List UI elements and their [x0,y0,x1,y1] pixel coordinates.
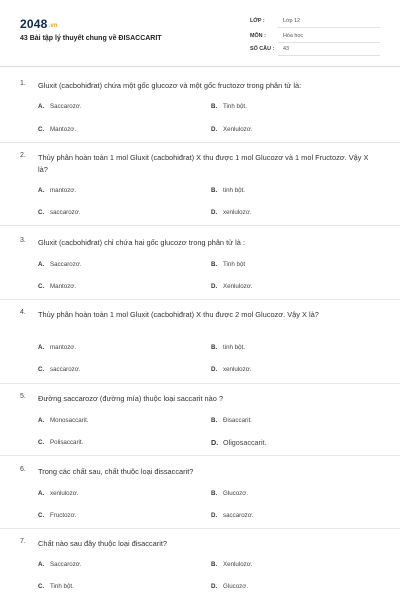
option-c[interactable] [38,366,81,373]
option-b[interactable] [211,417,252,424]
question-number: 1. [20,80,26,87]
option-letter: B. [211,103,218,110]
meta-underline [278,27,380,28]
option-letter: A. [38,344,45,351]
question-stem: Gluxit (cacbohiđrat) chỉ chứa hai gốc glucozơ trong phân tử là : [38,238,246,247]
question-separator [0,142,400,143]
option-text: Saccarozơ. [50,261,82,268]
question-stem: Trong các chất sau, chất thuộc loại đissaccarit? [38,467,194,476]
option-text: Mantozơ. [50,126,77,133]
meta-value: 43 [283,46,289,52]
logo-text: 2048 [20,17,48,31]
option-letter: B. [211,261,218,268]
option-text: xenlulozơ. [50,490,79,497]
option-text: mantozơ. [50,187,77,194]
option-text: Xenlulozơ. [223,561,253,568]
option-d[interactable] [211,126,253,133]
option-c[interactable] [38,439,83,446]
option-letter: D. [211,583,218,590]
option-letter: C. [38,126,45,133]
meta-label: LỚP : [250,18,265,24]
option-d[interactable] [211,283,253,290]
option-a[interactable] [38,561,82,568]
option-text: saccarozơ. [50,366,81,373]
option-letter: D. [211,512,218,519]
option-text: Tinh bột. [50,583,74,590]
option-text: Tinh bột [223,261,246,268]
option-a[interactable] [38,490,78,497]
question-stem: Đường saccarozơ (đường mía) thuộc loại saccarit nào ? [38,394,224,403]
option-c[interactable] [38,126,76,133]
option-letter: C. [38,209,45,216]
option-text: Oligosaccarit. [223,438,267,447]
option-letter: C. [38,366,45,373]
option-letter: D. [211,438,219,447]
option-b[interactable] [211,561,253,568]
option-text: xenlulozơ. [223,366,252,373]
option-letter: D. [211,283,218,290]
option-letter: B. [211,187,218,194]
option-text: saccarozơ. [223,512,254,519]
option-a[interactable] [38,187,76,194]
option-text: Monosaccarit. [50,417,89,424]
question-separator [0,455,400,456]
logo-suffix: .vn [48,23,58,29]
option-text: Tinh bột. [223,103,247,110]
question-stem: Thủy phân hoàn toàn 1 mol Gluxit (cacbohiđrat) X thu được 2 mol Glucozơ. Vậy X là? [38,310,319,319]
question-separator [0,299,400,300]
document-header [0,0,400,66]
option-letter: A. [38,561,45,568]
question-number: 2. [20,152,26,159]
option-text: xenlulozơ. [223,209,252,216]
meta-underline [278,55,380,56]
option-letter: C. [38,583,45,590]
option-text: Polisaccarit. [50,439,84,446]
option-c[interactable] [38,583,74,590]
option-d[interactable] [211,366,251,373]
option-text: tinh bột. [223,187,246,194]
option-b[interactable] [211,261,245,268]
option-text: Glucozơ. [223,583,249,590]
option-a[interactable] [38,417,89,424]
option-letter: A. [38,261,45,268]
header-divider [0,66,400,67]
option-text: Đisaccarit. [223,417,252,424]
meta-value: Hóa học [283,33,304,39]
option-letter: A. [38,103,45,110]
site-logo[interactable] [20,17,58,31]
question-number: 5. [20,393,26,400]
question-number: 6. [20,466,26,473]
option-letter: A. [38,187,45,194]
question-stem: Chất nào sau đây thuộc loại đisaccarit? [38,539,168,548]
option-text: tinh bột. [223,344,246,351]
option-d[interactable] [211,438,267,447]
option-letter: A. [38,490,45,497]
option-d[interactable] [211,583,248,590]
document-title: 43 Bài tập lý thuyết chung về ĐISACCARIT [20,35,162,42]
option-b[interactable] [211,103,247,110]
meta-label: SỐ CÂU : [250,46,275,52]
option-text: Saccarozơ. [50,103,82,110]
option-letter: D. [211,366,218,373]
question-stem: Thủy phân hoàn toàn 1 mol Gluxit (cacbohiđrat) X thu được 1 mol Glucozơ và 1 mol Fructozơ. Vậy X là? [38,153,369,174]
option-text: Mantozơ. [50,283,77,290]
option-text: mantozơ. [50,344,77,351]
option-d[interactable] [211,209,251,216]
option-b[interactable] [211,187,245,194]
option-letter: C. [38,512,45,519]
question-separator [0,383,400,384]
option-text: Xenlulozơ. [223,283,253,290]
option-letter: B. [211,490,218,497]
option-d[interactable] [211,512,254,519]
option-a[interactable] [38,344,76,351]
option-letter: B. [211,344,218,351]
meta-underline [278,42,380,43]
option-letter: D. [211,209,218,216]
question-stem: Gluxit (cacbohiđrat) chứa một gốc glucozơ và một gốc fructozơ trong phân tử là: [38,81,302,90]
option-c[interactable] [38,209,81,216]
option-c[interactable] [38,283,76,290]
option-a[interactable] [38,261,82,268]
question-number: 4. [20,309,26,316]
option-b[interactable] [211,490,248,497]
option-text: Fructozơ. [50,512,77,519]
option-c[interactable] [38,512,76,519]
option-letter: B. [211,561,218,568]
option-letter: C. [38,439,45,446]
option-text: saccarozơ. [50,209,81,216]
option-b[interactable] [211,344,245,351]
option-letter: C. [38,283,45,290]
question-number: 7. [20,538,26,545]
option-letter: A. [38,417,45,424]
option-text: Saccarozơ. [50,561,82,568]
question-separator [0,225,400,226]
option-letter: D. [211,126,218,133]
question-separator [0,528,400,529]
option-letter: B. [211,417,218,424]
meta-label: MÔN : [250,33,266,39]
question-number: 3. [20,237,26,244]
option-text: Glucozơ. [223,490,249,497]
meta-value: Lớp 12 [283,18,301,24]
option-a[interactable] [38,103,82,110]
option-text: Xenlulozơ. [223,126,253,133]
